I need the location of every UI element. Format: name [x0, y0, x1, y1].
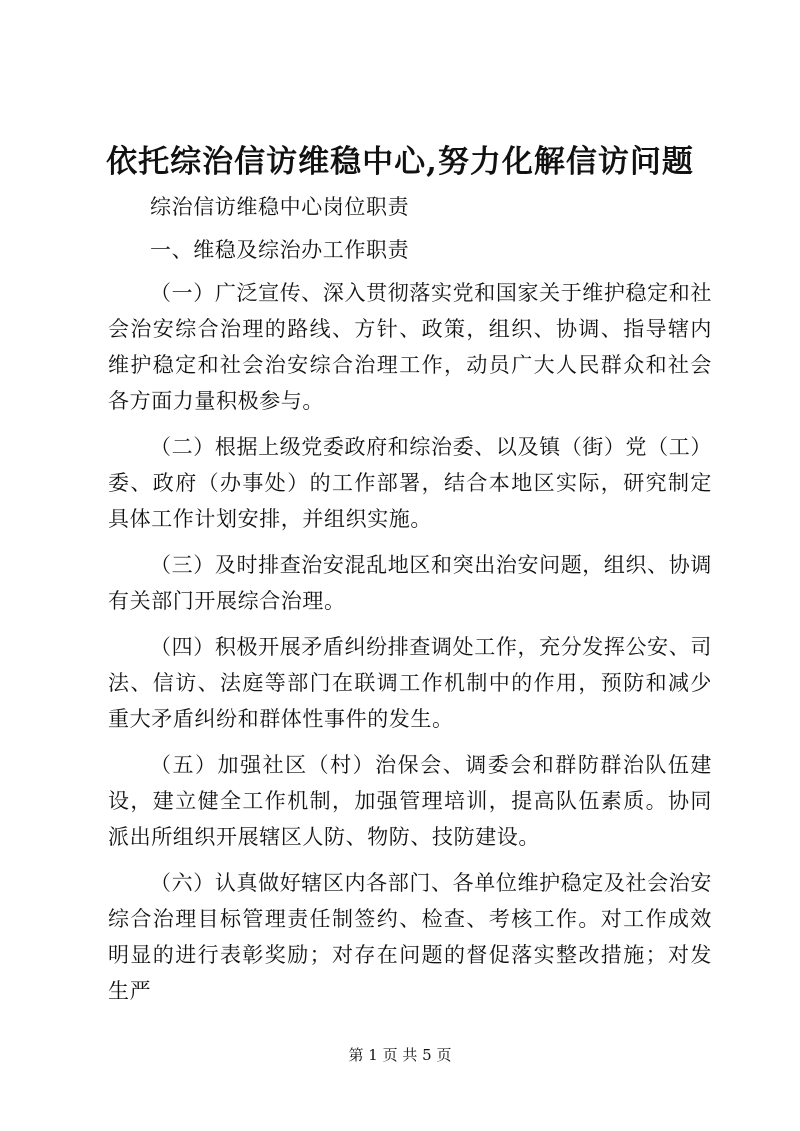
document-title: 依托综治信访维稳中心,努力化解信访问题 — [106, 144, 694, 180]
paragraph-2: （二）根据上级党委政府和综治委、以及镇（街）党（工）委、政府（办事处）的工作部署，结合本地区实际，研究制定具体工作计划安排，并组织实施。 — [108, 435, 712, 531]
page-number-footer: 第 1 页 共 5 页 — [348, 1046, 452, 1064]
document-body — [108, 189, 712, 1009]
subtitle: 综治信访维稳中心岗位职责 — [150, 195, 410, 219]
section-heading: 一、维稳及综治办工作职责 — [150, 238, 410, 262]
paragraph-3: （三）及时排查治安混乱地区和突出治安问题，组织、协调有关部门开展综合治理。 — [108, 553, 712, 613]
paragraph-1: （一）广泛宣传、深入贯彻落实党和国家关于维护稳定和社会治安综合治理的路线、方针、政策，组织、协调、指导辖内维护稳定和社会治安综合治理工作，动员广大人民群众和社会各方面力量积极参与。 — [108, 281, 712, 413]
paragraph-5: （五）加强社区（村）治保会、调委会和群防群治队伍建设，建立健全工作机制，加强管理培训，提高队伍素质。协同派出所组织开展辖区人防、物防、技防建设。 — [108, 753, 712, 849]
paragraph-4: （四）积极开展矛盾纠纷排查调处工作，充分发挥公安、司法、信访、法庭等部门在联调工作机制中的作用，预防和减少重大矛盾纠纷和群体性事件的发生。 — [108, 635, 712, 731]
paragraph-6: （六）认真做好辖区内各部门、各单位维护稳定及社会治安综合治理目标管理责任制签约、检查、考核工作。对工作成效明显的进行表彰奖励；对存在问题的督促落实整改措施；对发生严 — [108, 871, 712, 1003]
